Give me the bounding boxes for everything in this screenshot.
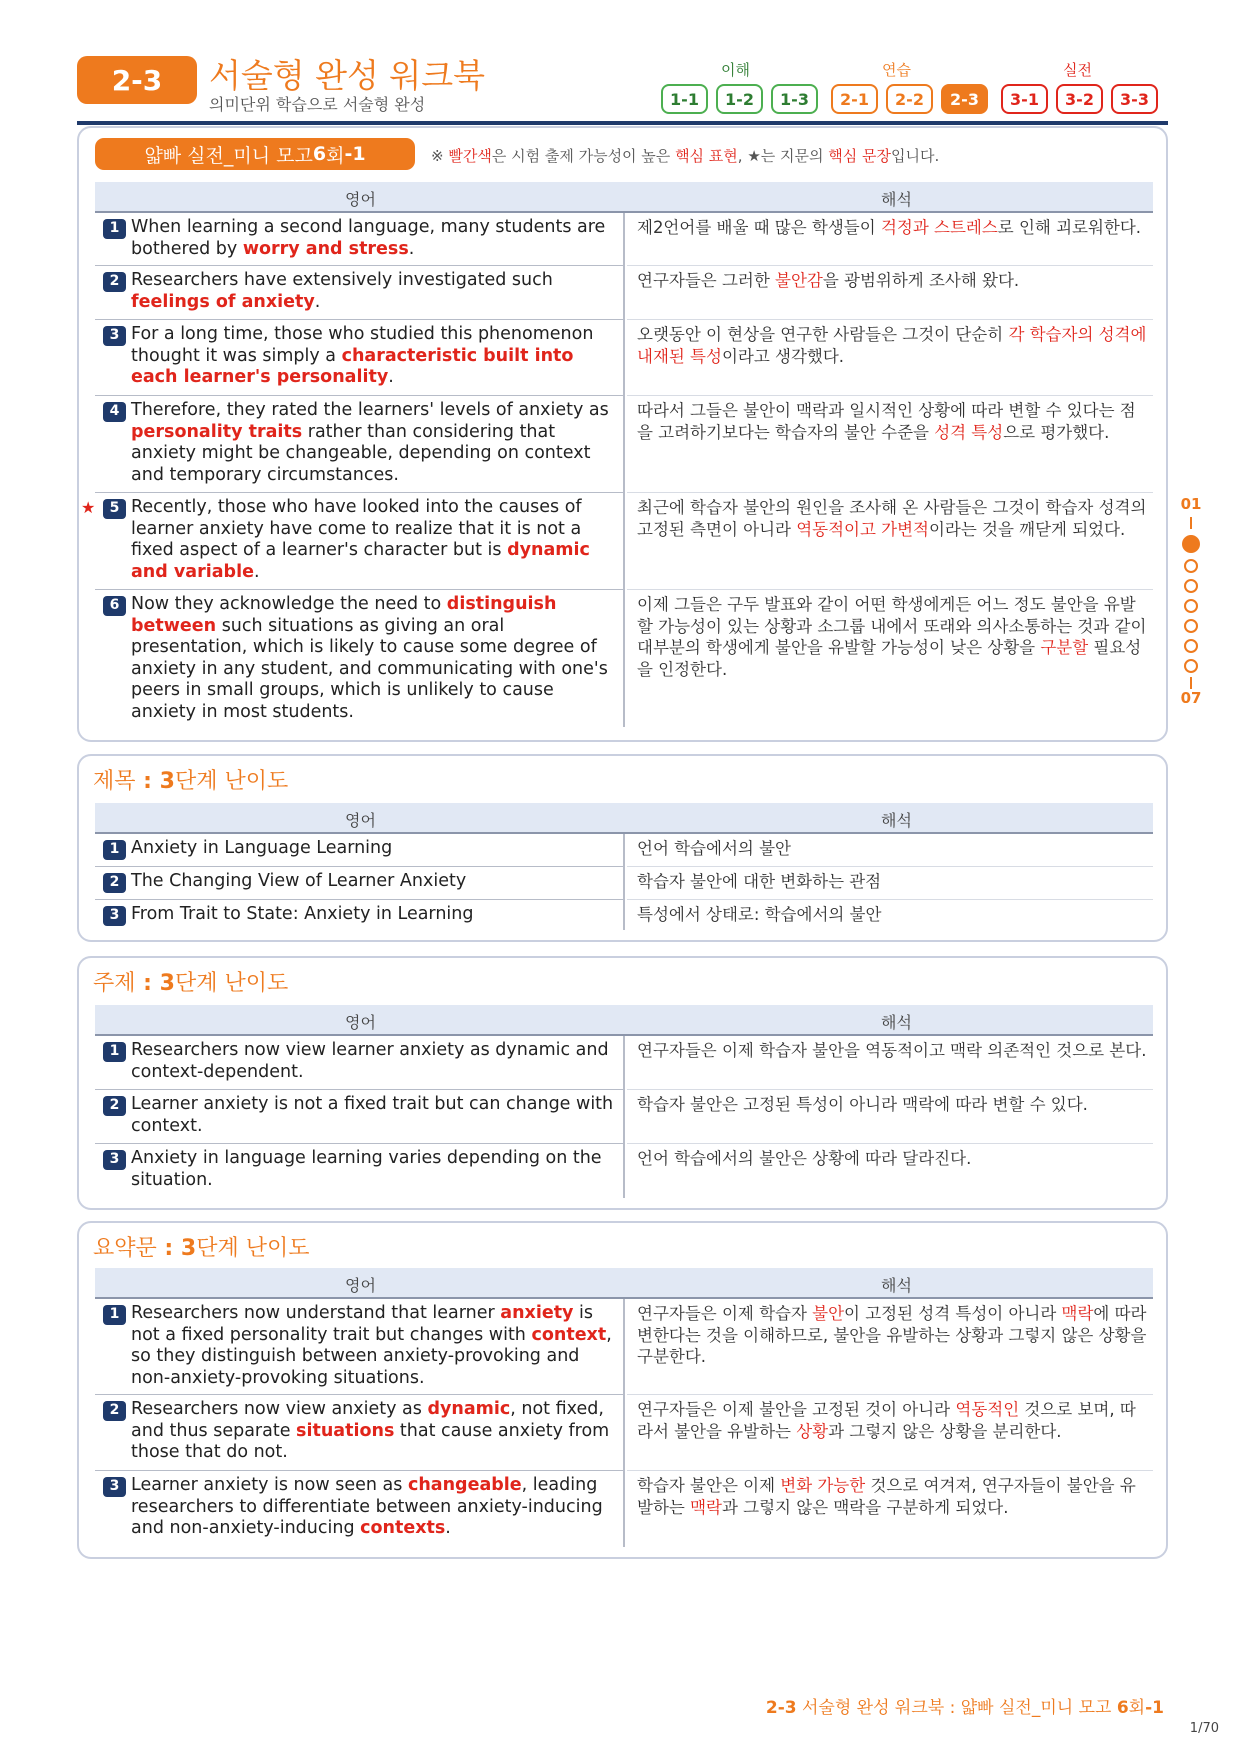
progress-dot[interactable] [1184,659,1198,673]
text: 따라서 그들은 불안이 맥락과 일시적인 상황에 따라 변할 수 있다는 점을 고려하기보다는 학습자의 불안 수준을 [637,401,1136,442]
exam-badge-label: 얇빠 실전_미니 모고 [144,144,313,167]
option-row [95,1090,1153,1144]
sentence-row [81,493,1153,590]
footer-code: 2-3 [765,1698,797,1718]
note-red-word: 빨간색 [448,147,492,165]
page-footer [766,1693,1164,1718]
exam-badge-hoe: 회 [326,144,345,167]
text: that cause anxiety from those that do not. [131,1420,610,1463]
key-expression-ko: 각 학습자의 성격에 내재된 특성 [637,325,1147,366]
option-number: 2 [103,1096,126,1116]
text: 제2언어를 배울 때 많은 학생들이 [637,218,881,237]
exam-badge-suffix: -1 [344,143,366,165]
progress-end-label: 07 [1180,689,1202,707]
sentence-english [95,320,625,396]
column-header [95,1268,1153,1297]
group-label-practice: 연습 [882,61,911,79]
col-translation: 해석 [881,1276,912,1295]
note-mark: ※ [431,147,449,165]
progress-dot[interactable] [1184,579,1198,593]
text: 것으로 여겨져, 연구자들이 불안을 유발하는 [637,1476,1136,1517]
col-translation: 해석 [881,811,912,830]
text: 필요성을 인정한다. [637,638,1142,679]
page-title: 서술형 완성 워크북 [209,56,486,95]
column-header [95,803,1153,832]
option-translation: 연구자들은 이제 학습자 불안을 역동적이고 맥락 의존적인 것으로 본다. [637,1041,1147,1060]
option-english [95,900,625,930]
key-sentence-star-icon: ★ [81,498,96,517]
sentence-english [95,266,625,320]
option-number: 1 [103,1042,126,1062]
col-english: 영어 [345,190,376,209]
key-expression-ko: 역동적인 [955,1400,1020,1419]
text: From Trait to State: Anxiety in Learning [131,904,474,924]
section-title [93,1231,309,1262]
progress-dot[interactable] [1184,599,1198,613]
text: 오랫동안 이 현상을 연구한 사람들은 그것이 단순히 [637,325,1009,344]
summary-english [95,1395,625,1471]
text: , so they distinguish between anxiety-provoking and non-anxiety-provoking situations. [131,1324,612,1388]
option-number: 1 [103,840,126,860]
sentence-number: 2 [103,272,126,292]
column-header [95,1005,1153,1034]
option-number: 3 [103,1150,126,1170]
text: such situations as giving an oral presentation, which is likely to cause some degree of anxiety in any student, and communicating with one's peers in small groups, which is unlikely to cause anxiety in most students. [131,615,608,722]
group-label-understand: 이해 [721,61,750,79]
progress-start-label: 01 [1180,495,1202,513]
text: Anxiety in language learning varies depending on the situation. [131,1148,602,1190]
key-expression: personality traits [131,421,303,442]
step-pill-1-3[interactable]: 1-3 [771,84,818,114]
sentence-number: 1 [103,219,126,239]
key-expression: worry and stress [242,238,409,259]
text: The Changing View of Learner Anxiety [131,871,467,891]
section-level-text: 단계 난이도 [196,1236,310,1261]
option-number: 3 [103,1477,126,1497]
sentence-translation [637,324,1147,367]
text: 것으로 보며, 따라서 불안을 유발하는 [637,1400,1136,1441]
sentence-number: 4 [103,402,126,422]
section-title [93,764,288,795]
section-label: 요약문 [93,1236,157,1261]
unit-badge: 2-3 [77,56,197,104]
summary-row [95,1471,1153,1547]
option-row [95,1144,1153,1198]
column-header [95,182,1153,211]
text: Researchers now view learner anxiety as dynamic and context-dependent. [131,1040,609,1082]
text: Learner anxiety is now seen as [131,1475,408,1495]
text: When learning a second language, many students are bothered by [131,217,606,259]
key-expression-ko: 맥락 [690,1497,722,1517]
sentence-row [95,320,1153,396]
text: rather than considering that anxiety might be changeable, depending on context and temporary circumstances. [131,421,591,485]
text: 과 그렇지 않은 상황을 분리한다. [828,1421,1062,1441]
section-label: 주제 [93,971,136,996]
summary-translation [637,1303,1147,1368]
key-expression: dynamic and variable [131,540,590,582]
key-expression-ko: 상황 [796,1421,829,1441]
text: Researchers have extensively investigated such [131,270,553,290]
note-key-sentence: 핵심 문장 [828,147,892,165]
summary-section-panel [77,1221,1168,1559]
summary-row [95,1299,1153,1395]
col-translation: 해석 [881,1013,912,1032]
text: 과 그렇지 않은 맥락을 구분하게 되었다. [721,1497,1009,1517]
key-expression: feelings of anxiety [131,291,315,312]
sentence-english [81,493,625,590]
text: . [253,561,260,582]
progress-dot[interactable] [1184,619,1198,633]
text: Recently, those who have looked into the causes of learner anxiety have come to realize that it is not a fixed aspect of a learner's character but is [131,497,582,561]
legend-note [431,145,939,166]
sentence-english [95,590,625,727]
option-row [95,867,1153,900]
summary-english [95,1299,625,1395]
key-expression-ko: 불안 [812,1304,845,1323]
section-level: : 3 [156,1236,197,1261]
sentence-row [95,266,1153,320]
text: 학습자 불안은 이제 [637,1476,781,1495]
sentence-number: 5 [103,499,126,519]
progress-dot[interactable] [1184,639,1198,653]
text: . [408,238,415,259]
section-level: : 3 [135,769,175,794]
summary-row [95,1395,1153,1471]
step-pill-2-2[interactable]: 2-2 [886,84,933,114]
section-title [93,966,288,997]
option-number: 2 [103,873,126,893]
section-label: 제목 [93,769,136,794]
text: Researchers now view anxiety as [131,1399,428,1419]
option-translation: 특성에서 상태로: 학습에서의 불안 [637,905,882,924]
sentence-row [95,396,1153,493]
option-number: 1 [103,1305,126,1325]
sentence-row [95,213,1153,266]
key-expression-ko: 불안감 [775,271,823,290]
text: Anxiety in Language Learning [131,838,393,858]
option-english [95,1090,625,1144]
text: 연구자들은 이제 학습자 [637,1304,813,1323]
text: Therefore, they rated the learners' levels of anxiety as [131,400,609,420]
option-row [95,1036,1153,1090]
sentence-row [95,590,1153,727]
text: 이 고정된 성격 특성이 아니라 [844,1304,1062,1323]
text: . [445,1518,451,1539]
step-pill-3-3[interactable]: 3-3 [1111,84,1158,114]
exam-badge-number: 6 [312,143,327,165]
progress-dot[interactable] [1184,559,1198,573]
page-subtitle: 의미단위 학습으로 서술형 완성 [209,95,426,114]
option-english [95,834,625,867]
progress-dot-current[interactable] [1182,535,1200,553]
key-expression: context [531,1324,607,1345]
exam-badge [95,138,415,170]
text: For a long time, those who studied this phenomenon thought it was simply a [131,324,594,366]
text: , leading researchers to differentiate between anxiety-inducing and non-anxiety-inducing [131,1475,603,1539]
key-expression: distinguish between [131,594,557,636]
col-english: 영어 [345,811,376,830]
step-pill-3-2[interactable]: 3-2 [1056,84,1103,114]
col-translation: 해석 [881,190,912,209]
summary-english [95,1471,625,1547]
section-level-text: 단계 난이도 [174,769,289,794]
text: 연구자들은 그러한 [637,271,776,290]
text: 에 따라 변한다는 것을 이해하므로, 불안을 유발하는 상황과 그렇지 않은 상황을 구분한다. [637,1304,1147,1367]
col-english: 영어 [345,1276,376,1295]
step-pill-2-1[interactable]: 2-1 [831,84,878,114]
text: 이라는 것을 깨닫게 되었다. [928,519,1126,539]
summary-translation [637,1399,1147,1442]
key-expression: dynamic [427,1399,511,1419]
sentence-translation [637,270,1147,292]
text: 을 광범위하게 조사해 왔다. [822,271,1020,290]
progress-bar [1190,677,1192,689]
text: 이라고 생각했다. [721,346,845,366]
page-number: 1/70 [1189,1721,1219,1736]
note-text-2: , ★는 지문의 [737,147,829,165]
option-number: 3 [103,906,126,926]
key-expression: anxiety [500,1303,574,1323]
footer-text: 서술형 완성 워크북 : 얇빠 실전_미니 모고 [796,1698,1117,1718]
text: 최근에 학습자 불안의 원인을 조사해 온 사람들은 그것이 학습자 성격의 고정된 측면이 아니라 [637,498,1147,539]
topic-section-panel [77,956,1168,1210]
option-translation: 학습자 불안은 고정된 특성이 아니라 맥락에 따라 변할 수 있다. [637,1095,1088,1114]
option-row [95,900,1153,930]
key-expression-ko: 성격 특성 [934,422,1004,442]
text: 연구자들은 이제 불안을 고정된 것이 아니라 [637,1400,956,1419]
option-english [95,1144,625,1198]
option-english [95,867,625,900]
key-expression: characteristic built into each learner's personality [131,345,574,388]
note-key-expr: 핵심 표현 [675,147,738,165]
text: . [388,367,394,388]
sentence-number: 6 [103,596,126,616]
option-number: 2 [103,1401,126,1421]
option-translation: 언어 학습에서의 불안은 상황에 따라 달라진다. [637,1149,972,1168]
step-pill-2-3[interactable]: 2-3 [941,84,988,114]
text: Now they acknowledge the need to [131,594,447,614]
key-expression-ko: 변화 가능한 [780,1476,866,1495]
text: , not fixed, and thus separate [131,1399,604,1441]
text: Learner anxiety is not a fixed trait but can change with context. [131,1094,614,1136]
key-expression-ko: 맥락 [1061,1304,1094,1323]
text: 으로 평가했다. [1003,422,1110,442]
key-expression: contexts [360,1518,446,1539]
key-expression: changeable [407,1475,522,1495]
section-level: : 3 [135,971,175,996]
main-passage-panel [77,126,1168,742]
progress-bar [1190,517,1192,529]
sentence-translation [637,400,1147,443]
sentence-english [95,213,625,266]
text: . [314,291,321,312]
group-label-real: 실전 [1063,61,1092,79]
footer-suffix: -1 [1145,1698,1164,1718]
summary-translation [637,1475,1147,1518]
section-level-text: 단계 난이도 [174,971,289,996]
passage-progress [1178,495,1204,707]
key-expression-ko: 걱정과 스트레스 [880,218,998,237]
sentence-translation [637,217,1147,239]
note-text-1: 은 시험 출제 가능성이 높은 [491,147,676,165]
option-english [95,1036,625,1090]
step-pill-3-1[interactable]: 3-1 [1001,84,1048,114]
text: is not a fixed personality trait but changes with [131,1303,594,1345]
key-expression-ko: 역동적이고 가변적 [796,519,929,539]
sentence-number: 3 [103,326,126,346]
step-pill-1-1[interactable]: 1-1 [661,84,708,114]
option-translation: 학습자 불안에 대한 변화하는 관점 [637,872,882,891]
sentence-english [95,396,625,493]
key-expression-ko: 구분할 [1040,638,1089,658]
sentence-translation [637,594,1147,680]
sentence-translation [637,497,1147,540]
title-section-panel [77,754,1168,942]
key-expression: situations [296,1420,395,1441]
text: 로 인해 괴로워한다. [997,218,1142,237]
note-text-3: 입니다. [891,147,940,165]
step-pill-1-2[interactable]: 1-2 [716,84,763,114]
text: 이제 그들은 구두 발표와 같이 어떤 학생에게든 어느 정도 불안을 유발할 가능성이 있는 상황과 소그룹 내에서 또래와 의사소통하는 것과 같이 대부분의 학생에게 불안을 유발할 가능성이 낮은 상황을 [637,595,1147,658]
option-row [95,834,1153,867]
footer-number: 6 [1116,1698,1129,1718]
option-translation: 언어 학습에서의 불안 [637,839,791,858]
text: Researchers now understand that learner [131,1303,501,1323]
col-english: 영어 [345,1013,376,1032]
header-rule [77,121,1168,125]
footer-hoe: 회 [1128,1698,1146,1718]
